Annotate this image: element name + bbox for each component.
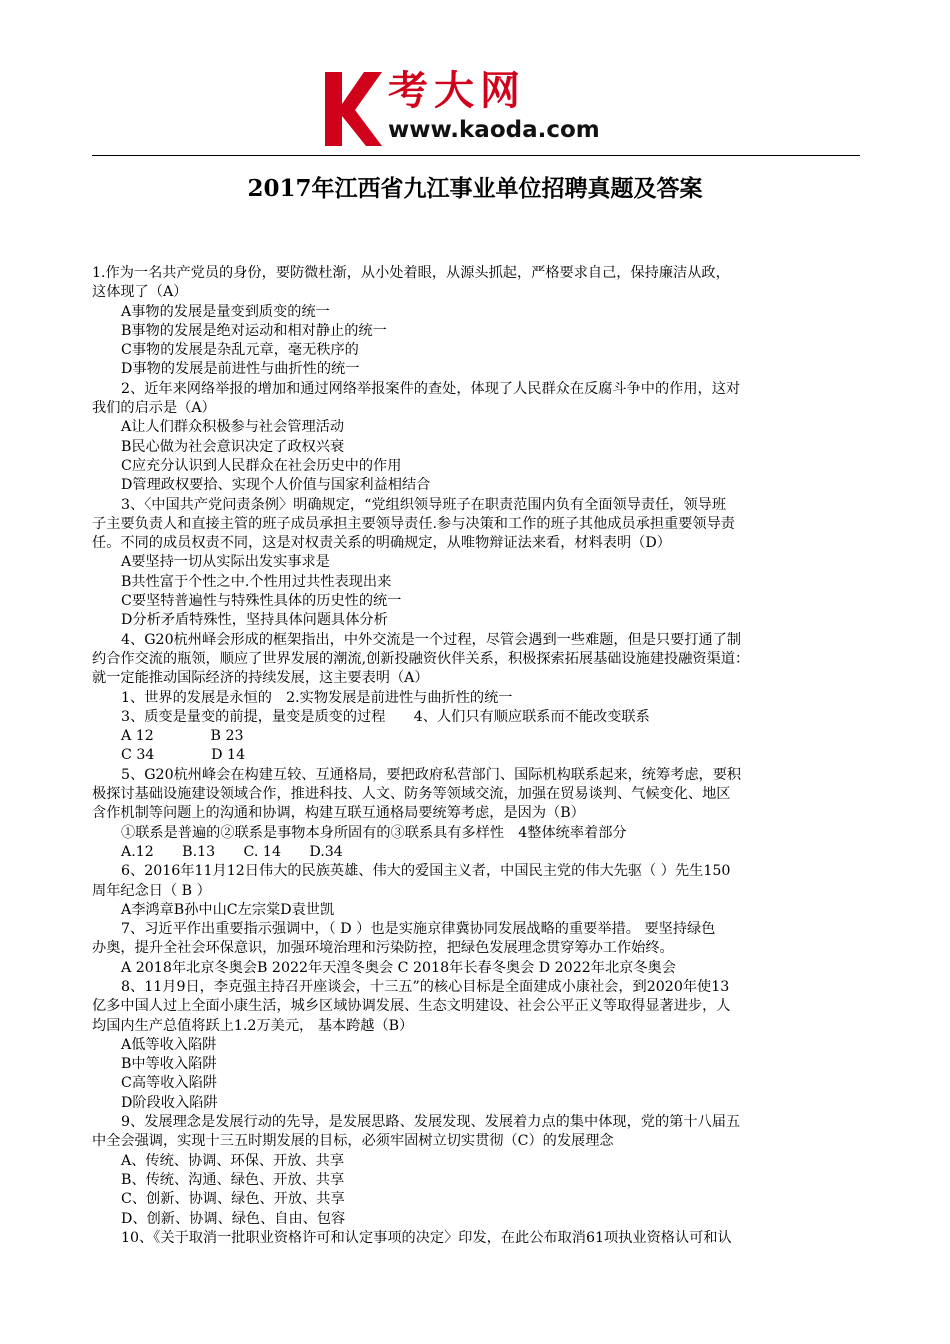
document-body <box>92 264 860 1248</box>
option-line: D管理政权要拾、实现个人价值与国家利益相结合 <box>121 477 431 494</box>
question-line: 3、〈中国共产党问责条例〉明确规定，“党组织领导班子在职责范围内负有全面领导责任，领导班 <box>121 496 727 513</box>
option-line: B中等收入陷阱 <box>121 1056 217 1073</box>
question-line: 2、近年来网络举报的增加和通过网络举报案件的查处，体现了人民群众在反腐斗争中的作用，这对 <box>121 380 741 397</box>
option-line: A事物的发展是量变到质变的统一 <box>121 303 330 320</box>
text-line: 约合作交流的瓶领，顺应了世界发展的潮流,创新投融资伙伴关系，积极探索拓展基础设施建投融资渠道： <box>92 650 750 667</box>
option-line: C 34 D 14 <box>121 747 246 764</box>
document-title: 2017年江西省九江事业单位招聘真题及答案 <box>247 175 703 202</box>
option-line: A 2018年北京冬奥会B 2022年天湟冬奥会 C 2018年长春冬奥会 D 2022年北京冬奥会 <box>121 959 676 976</box>
option-line: C高等收入陷阱 <box>121 1075 217 1092</box>
text-line: 均国内生产总值将跃上1.2万美元， 基本跨越（B） <box>92 1017 414 1034</box>
brand-url: www.kaoda.com <box>388 117 600 143</box>
text-line: 我们的启示是（A） <box>92 400 216 417</box>
text-line: 子主要负责人和直接主管的班子成员承担主要领导责任.参与决策和工作的班子其他成员承担重要领导责 <box>92 515 735 532</box>
question-line: 10、《关于取消一批职业资格许可和认定事项的决定〉印发，在此公布取消61项执业资格认可和认 <box>121 1229 732 1246</box>
option-line: A 12 B 23 <box>121 728 244 745</box>
text-line: 含作机制等问题上的沟通和协调，构建互联互通格局要统筹考虑，是因为（B） <box>92 805 585 822</box>
option-line: D、创新、协调、绿色、自由、包容 <box>121 1210 346 1227</box>
question-line: 4、G20杭州峄会形成的框架指出，中外交流是一个过程，尽管会遇到一些难题，但是只要打通了制 <box>121 631 742 648</box>
text-line: 这体现了（A） <box>92 284 188 301</box>
option-line: A、传统、协调、环保、开放、共享 <box>121 1152 345 1169</box>
question-line: 7、习近平作出重要指示强调中，（ D ）也是实施京律冀协同发展战略的重要举措。 要坚持绿色 <box>121 921 716 938</box>
text-line: 任。不同的成员权责不同，这是对权责关系的明确规定，从唯物辩证法来看，材料表明（D） <box>92 535 671 552</box>
option-line: B事物的发展是绝对运动和相对静止的统一 <box>121 322 387 339</box>
question-line: 5、G20杭州峰会在构建互较、互通格局，要把政府私营部门、国际机构联系起来，统筹考虑，要积 <box>121 766 742 783</box>
question-line: 8、11月9日，李克强主持召开座谈会，十三五”的核心目标是全面建成小康社会，到2020年使13 <box>121 978 730 995</box>
text-line: 周年纪念日（ B ） <box>92 882 211 899</box>
option-line: ①联系是普遍的②联系是事物本身所固有的③联系具有多样性 4整体统率着部分 <box>121 824 627 841</box>
brand-name: 考大网 <box>388 68 526 114</box>
text-line: 1.作为一名共产党员的身份，要防微杜渐，从小处着眼，从源头抓起，严格要求自己，保持廉洁从政， <box>92 265 730 281</box>
text-line: 亿多中国人过上全面小康生活，城乡区域协调发展、生态文明建设、社会公平正义等取得显著进步，人 <box>92 998 731 1015</box>
option-line: D事物的发展是前进性与曲折性的统一 <box>121 361 360 378</box>
option-line: C事物的发展是杂乱元章，毫无秩序的 <box>121 342 359 359</box>
option-line: B、传统、沟通、绿色、开放、共享 <box>121 1171 345 1188</box>
option-line: A低等收入陷阱 <box>121 1036 217 1053</box>
option-line: A.12 B.13 C. 14 D.34 <box>121 843 343 860</box>
option-line: B民心做为社会意识决定了政权兴衰 <box>121 438 345 455</box>
option-line: D分析矛盾特殊性，坚持具体问题具体分析 <box>121 612 388 629</box>
option-line: 1、世界的发展是永恒的 2.实物发展是前进性与曲折性的统一 <box>121 689 513 706</box>
kaoda-logo <box>322 66 642 152</box>
option-line: C应充分认识到人民群众在社会历史中的作用 <box>121 457 402 474</box>
option-line: C要坚特普遍性与特殊性具体的历史性的统一 <box>121 593 402 610</box>
option-line: A李鸿章B孙中山C左宗棠D袁世凯 <box>121 901 335 918</box>
option-line: B共性富于个性之中.个性用过共性表现出来 <box>121 573 392 590</box>
question-line: 9、发展理念是发展行动的先导，是发展思路、发展发现、发展着力点的集中体现，党的第十八届五 <box>121 1114 741 1131</box>
option-line: C、创新、协调、绿色、开放、共享 <box>121 1191 345 1208</box>
k-logo-icon <box>322 66 382 152</box>
text-line: 极探讨基础设施建设领域合作，推进科技、人文、防务等领域交流，加强在贸易谈判、气候变化、地区 <box>92 786 731 803</box>
text-line: 就一定能推动国际经济的持续发展，这主要表明（A） <box>92 670 429 687</box>
option-line: A让人们群众积极参与社会管理活动 <box>121 419 345 436</box>
option-line: 3、质变是量变的前提，量变是质变的过程 4、人们只有顺应联系而不能改变联系 <box>121 708 650 725</box>
text-line: 办奥，提升全社会环保意识，加强环境治理和污染防控，把绿色发展理念贯穿筹办工作始终。 <box>92 940 674 957</box>
option-line: D阶段收入陷阱 <box>121 1094 218 1111</box>
option-line: A要坚持一切从实际出发实事求是 <box>121 554 330 571</box>
question-line: 6、2016年11月12日伟大的民族英雄、伟大的爱国主义者，中国民主党的伟大先驱（ ）先生150 <box>121 863 731 880</box>
header-divider <box>92 155 860 156</box>
text-line: 中全会强调，实现十三五时期发展的目标，必须牢固树立切实贯彻（C）的发展理念 <box>92 1133 614 1150</box>
